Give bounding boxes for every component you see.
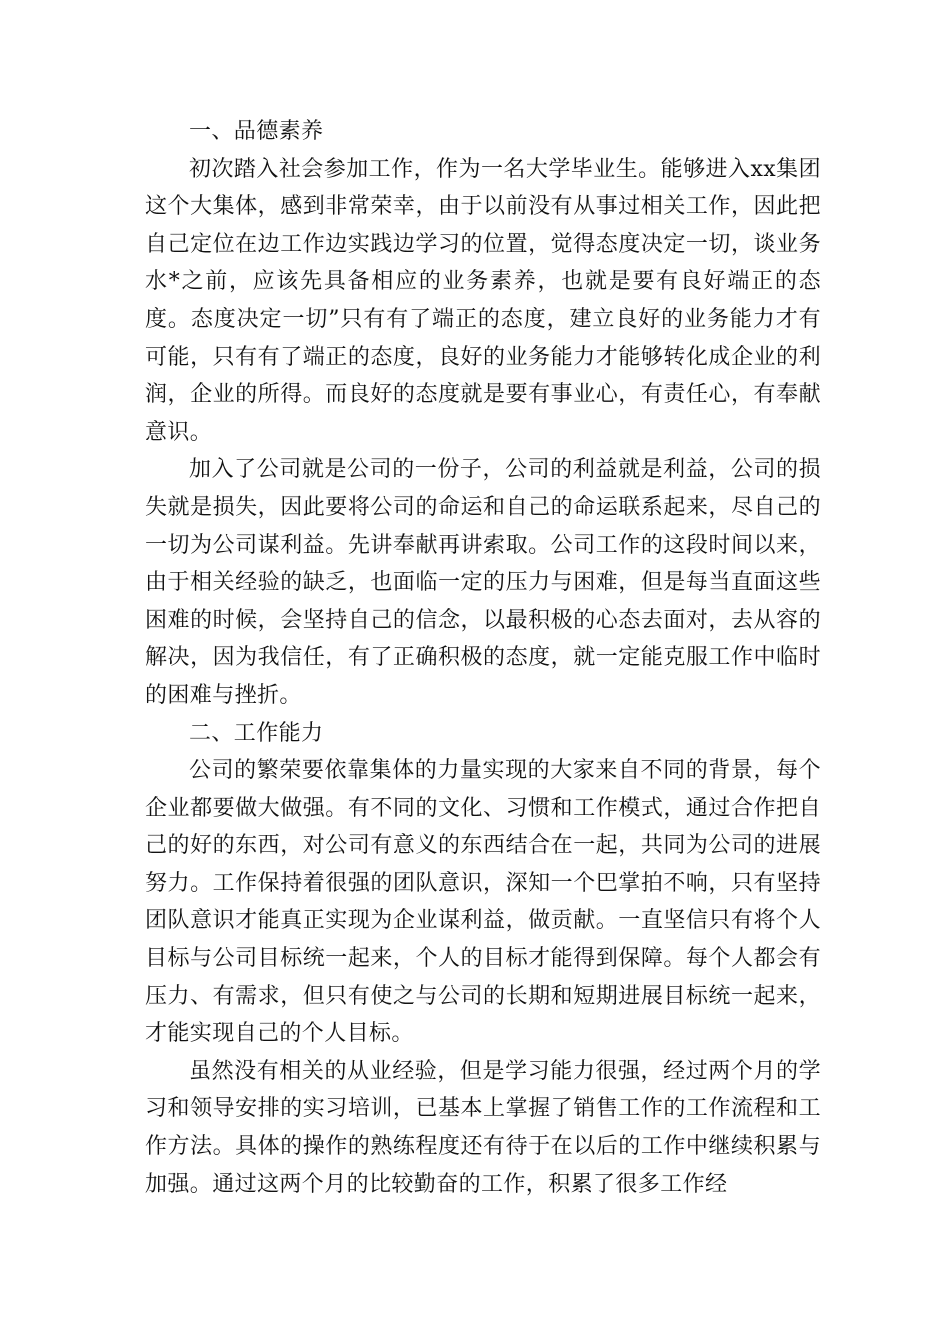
document-body bbox=[145, 113, 821, 1203]
section-heading-ability: 二、工作能力 bbox=[189, 720, 324, 746]
paragraph: 初次踏入社会参加工作，作为一名大学毕业生。能够进入xx集团这个大集体，感到非常荣幸，由于以前没有从事过相关工作，因此把自己定位在边工作边实践边学习的位置，觉得态度决定一切，谈业务水*之前，应该先具备相应的业务素养，也就是要有良好端正的态度。态度决定一切”只有有了端正的态度，建立良好的业务能力才有可能，只有有了端正的态度，良好的业务能力才能够转化成企业的利润，企业的所得。而良好的态度就是要有事业心，有责任心，有奉献意识。 bbox=[145, 156, 821, 445]
paragraph: 加入了公司就是公司的一份子，公司的利益就是利益，公司的损失就是损失，因此要将公司的命运和自己的命运联系起来，尽自己的一切为公司谋利益。先讲奉献再讲索取。公司工作的这段时间以来，由于相关经验的缺乏，也面临一定的压力与困难，但是每当直面这些困难的时候，会坚持自己的信念，以最积极的心态去面对，去从容的解决，因为我信任，有了正确积极的态度，就一定能克服工作中临时的困难与挫折。 bbox=[145, 457, 821, 708]
paragraph: 公司的繁荣要依靠集体的力量实现的大家来自不同的背景，每个企业都要做大做强。有不同的文化、习惯和工作模式，通过合作把自己的好的东西，对公司有意义的东西结合在一起，共同为公司的进展努力。工作保持着很强的团队意识，深知一个巴掌拍不响，只有坚持团队意识才能真正实现为企业谋利益，做贡献。一直坚信只有将个人目标与公司目标统一起来，个人的目标才能得到保障。每个人都会有压力、有需求，但只有使之与公司的长期和短期进展目标统一起来，才能实现自己的个人目标。 bbox=[145, 758, 821, 1047]
section-heading-character: 一、品德素养 bbox=[189, 119, 324, 144]
paragraph: 虽然没有相关的从业经验，但是学习能力很强，经过两个月的学习和领导安排的实习培训，已基本上掌握了销售工作的工作流程和工作方法。具体的操作的熟练程度还有待于在以后的工作中继续积累与加强。通过这两个月的比较勤奋的工作，积累了很多工作经 bbox=[145, 1058, 821, 1197]
